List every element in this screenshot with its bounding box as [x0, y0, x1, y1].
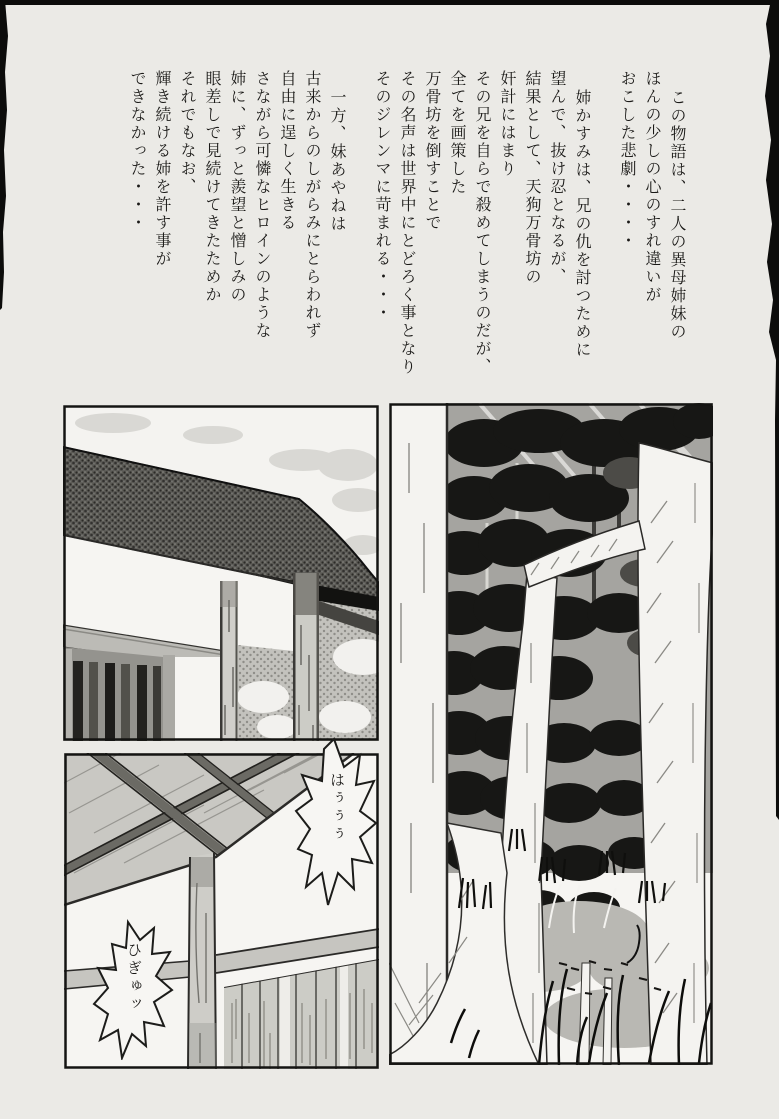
narration-column: 自由に逞しく生きる [278, 70, 297, 232]
narration-column: この物語は、二人の異母姉妹の [668, 89, 687, 341]
narration-column: その名声は世界中にとどろく事となり [398, 70, 417, 376]
speech-bubble-2-text: ひぎゅッ [125, 942, 143, 1014]
pillar-right [293, 573, 319, 741]
narration-column: 一方、妹あやねは [328, 89, 347, 233]
narration-column: さながら可憐なヒロインのような [253, 70, 272, 340]
narration-column: 輝き続ける姉を許す事が [153, 70, 172, 268]
narration-column: 望んで、抜け忍となるが、 [548, 70, 567, 286]
narration-column: 姉に、ずっと羨望と憎しみの [228, 70, 247, 304]
scan-edge-right [763, 0, 779, 820]
narration-column: それでもなお、 [178, 70, 197, 196]
narration-column: そのジレンマに苛まれる・・・ [373, 70, 392, 322]
narration-column: 結果として、天狗万骨坊の [523, 70, 542, 286]
narration-column: ほんの少しの心のすれ違いが [643, 70, 662, 304]
scan-edge-left [0, 0, 10, 310]
narration-column: 姉かすみは、兄の仇を討つために [573, 89, 592, 359]
post [188, 853, 217, 1069]
lattice-fence [63, 647, 220, 741]
narration-column: 奸計にはまり [498, 70, 517, 178]
pillar-center [220, 581, 238, 741]
narration-column: おこした悲劇・・・・ [618, 70, 637, 250]
sky-opening-right [319, 601, 379, 741]
scan-edge-top [0, 0, 779, 5]
narration-column: 万骨坊を倒すことで [423, 70, 442, 232]
tree-trunk-left [389, 403, 447, 1065]
narration-column: 古来からのしがらみにとらわれず [303, 70, 322, 340]
narration-column: 全てを画策した [448, 70, 467, 196]
speech-bubble-1-text: はぅぅぅ [328, 772, 346, 844]
narration-column: 眼差しで見続けてきたためか [203, 70, 222, 304]
panel-forest [389, 403, 713, 1065]
narration-column: その兄を自らで殺めてしまうのだが、 [473, 70, 492, 376]
tree-trunk-right [638, 443, 713, 1065]
narration-column: できなかった・・・ [128, 70, 147, 232]
sky-opening-center [237, 645, 297, 741]
narration-text [125, 70, 690, 388]
panel-building [63, 405, 379, 741]
